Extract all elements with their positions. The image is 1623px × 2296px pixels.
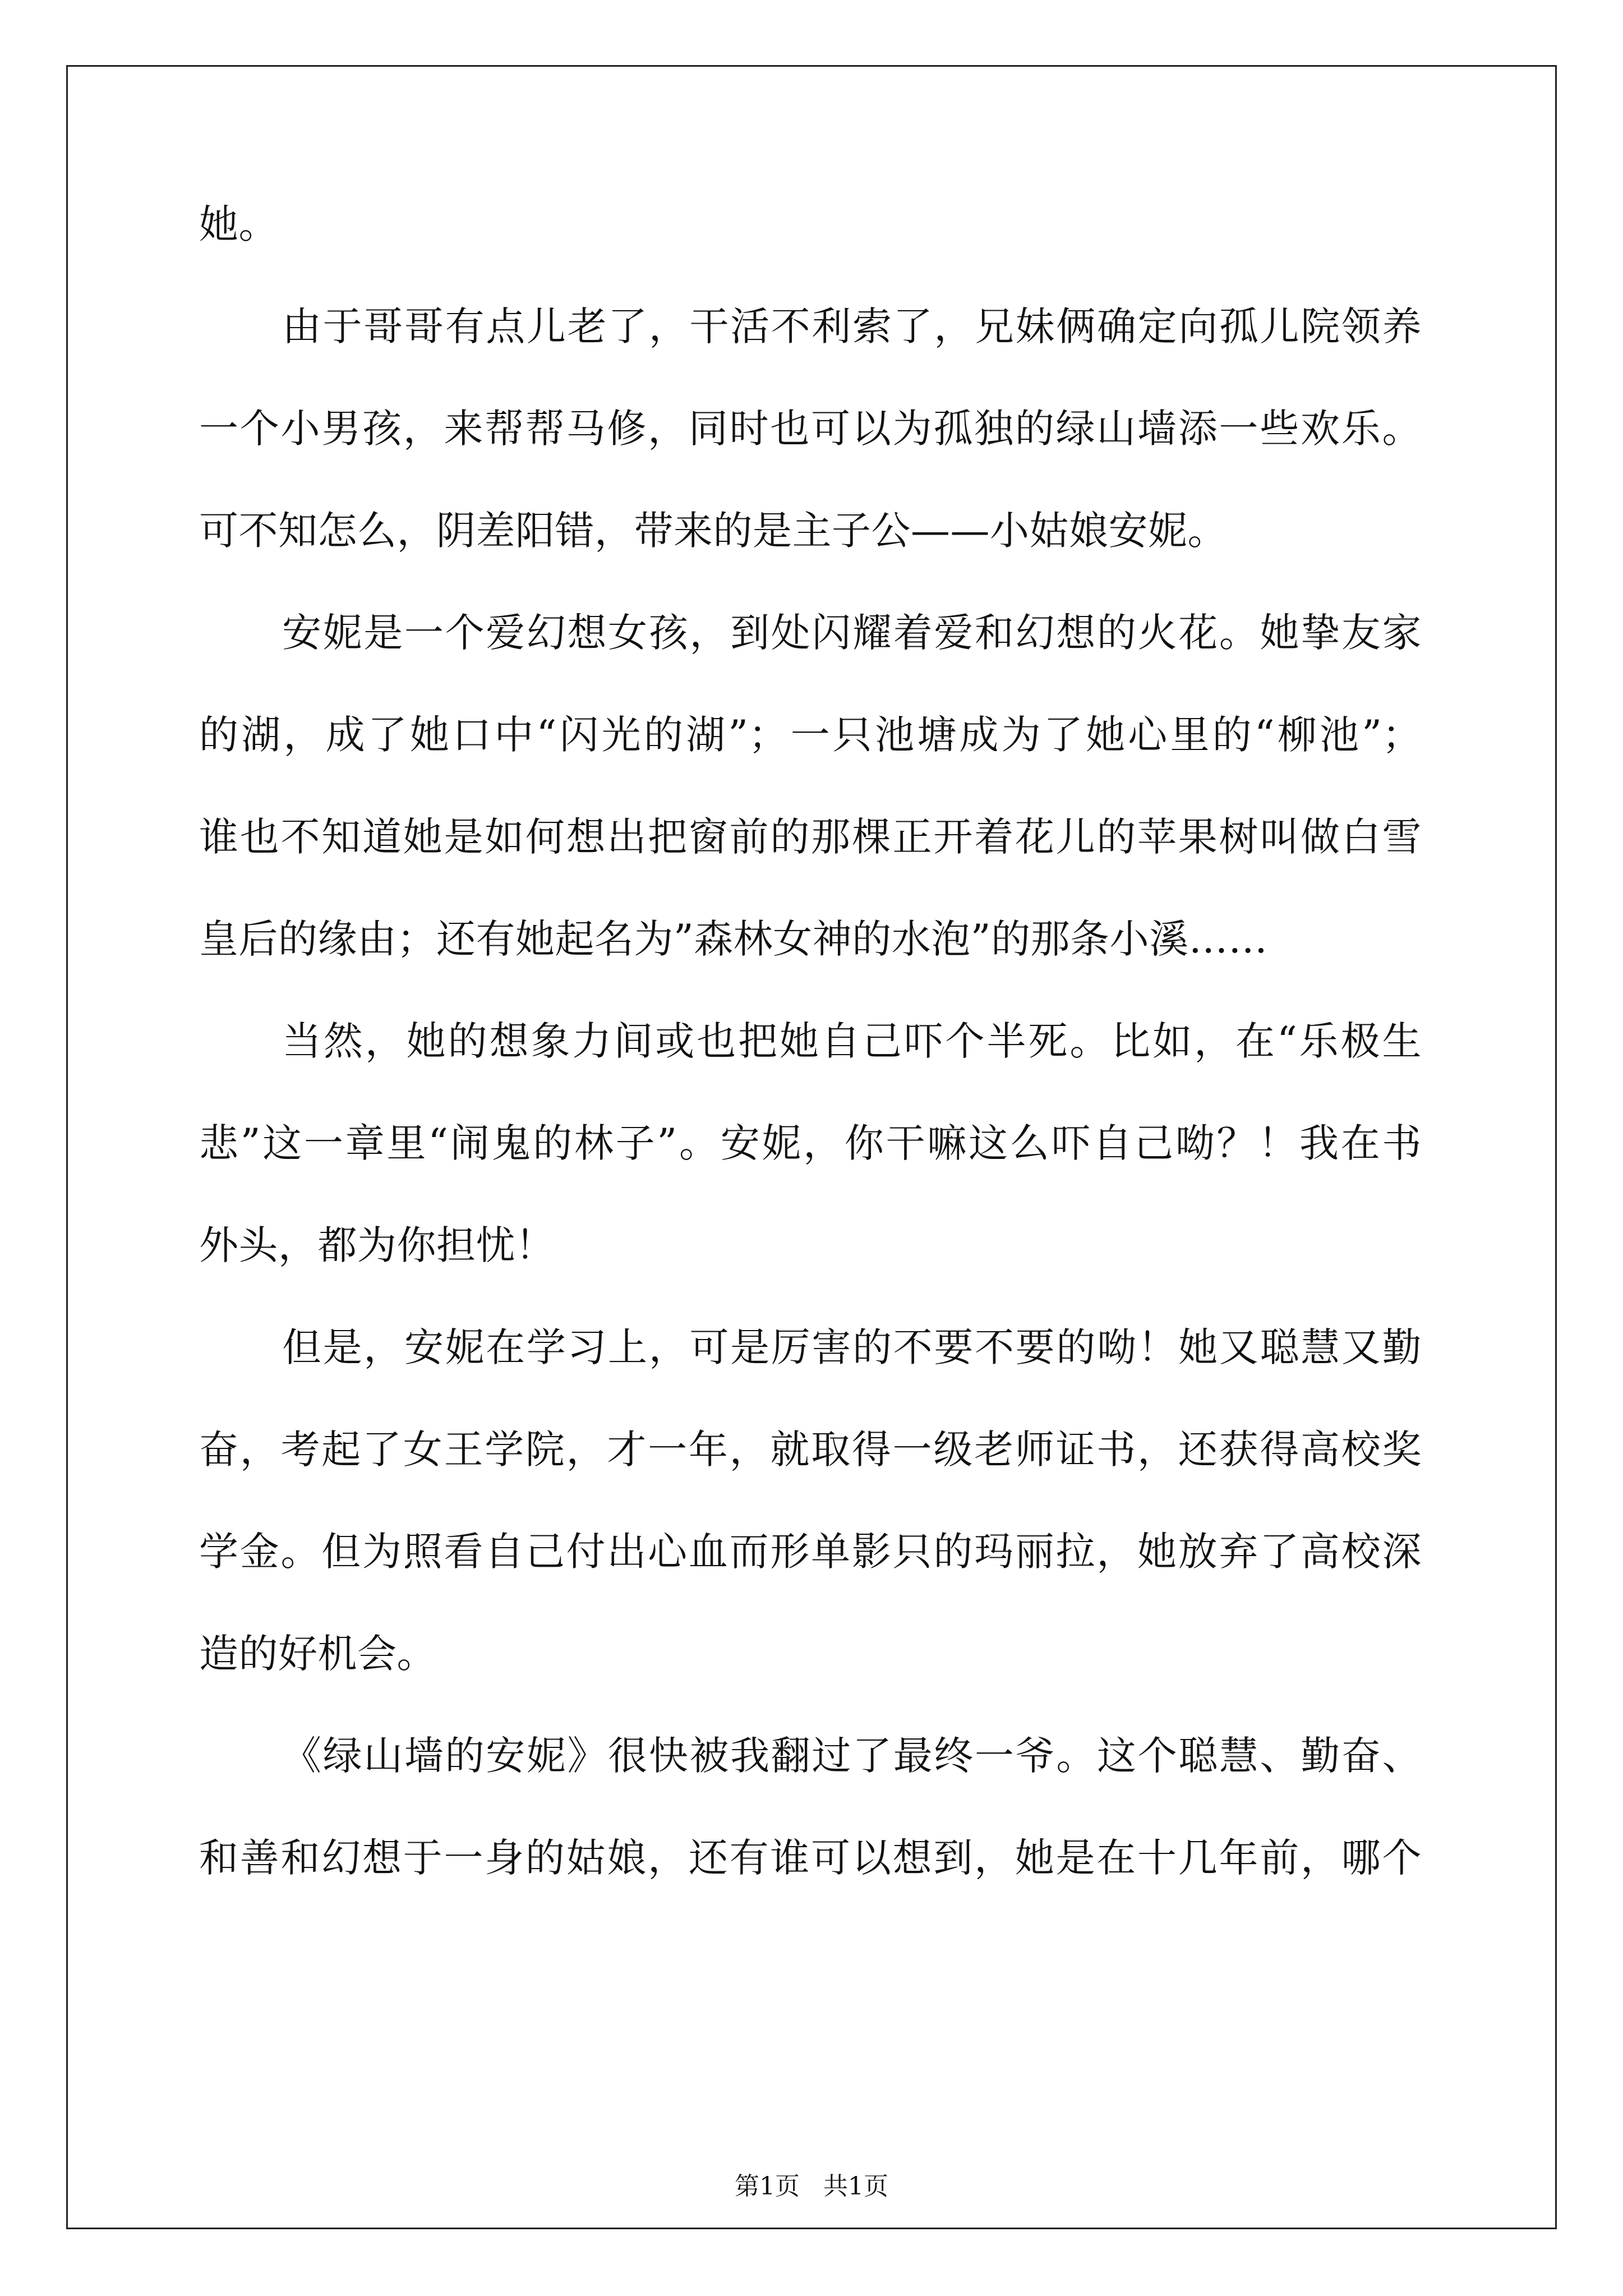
text-line: 她。: [199, 201, 278, 247]
text-line: 当然，她的想象力间或也把她自己吓个半死。比如，在“乐极生: [282, 1018, 1422, 1064]
text-line: 悲”这一章里“闹鬼的林子”。安妮，你干嘛这么吓自己呦？！我在书: [199, 1120, 1422, 1166]
text-line: 和善和幻想于一身的姑娘，还有谁可以想到，她是在十几年前，哪个: [199, 1835, 1422, 1881]
text-line: 外头，都为你担忧！: [199, 1222, 555, 1268]
text-line: 安妮是一个爱幻想女孩，到处闪耀着爱和幻想的火花。她挚友家: [282, 610, 1422, 656]
text-line: 《绿山墙的安妮》很快被我翻过了最终一爷。这个聪慧、勤奋、: [282, 1733, 1422, 1779]
text-line: 一个小男孩，来帮帮马修，同时也可以为孤独的绿山墙添一些欢乐。: [199, 406, 1422, 452]
text-line: 学金。但为照看自己付出心血而形单影只的玛丽拉，她放弃了高校深: [199, 1529, 1422, 1575]
text-line: 但是，安妮在学习上，可是厉害的不要不要的呦！她又聪慧又勤: [282, 1324, 1422, 1370]
text-line: 由于哥哥有点儿老了，干活不利索了，兄妹俩确定向孤儿院领养: [282, 303, 1422, 349]
text-line: 造的好机会。: [199, 1631, 436, 1677]
text-line: 奋，考起了女王学院，才一年，就取得一级老师证书，还获得高校奖: [199, 1427, 1422, 1473]
text-line: 皇后的缘由；还有她起名为”森林女神的水泡”的那条小溪……: [199, 916, 1268, 962]
text-line: 谁也不知道她是如何想出把窗前的那棵正开着花儿的苹果树叫做白雪: [199, 814, 1422, 860]
text-line: 可不知怎么，阴差阳错，带来的是主子公——小姑娘安妮。: [199, 508, 1227, 554]
text-line: 的湖，成了她口中“闪光的湖”；一只池塘成为了她心里的“柳池”；: [199, 712, 1422, 758]
document-body: [199, 201, 1422, 1940]
page-footer: 第1页 共1页: [735, 2172, 888, 2201]
